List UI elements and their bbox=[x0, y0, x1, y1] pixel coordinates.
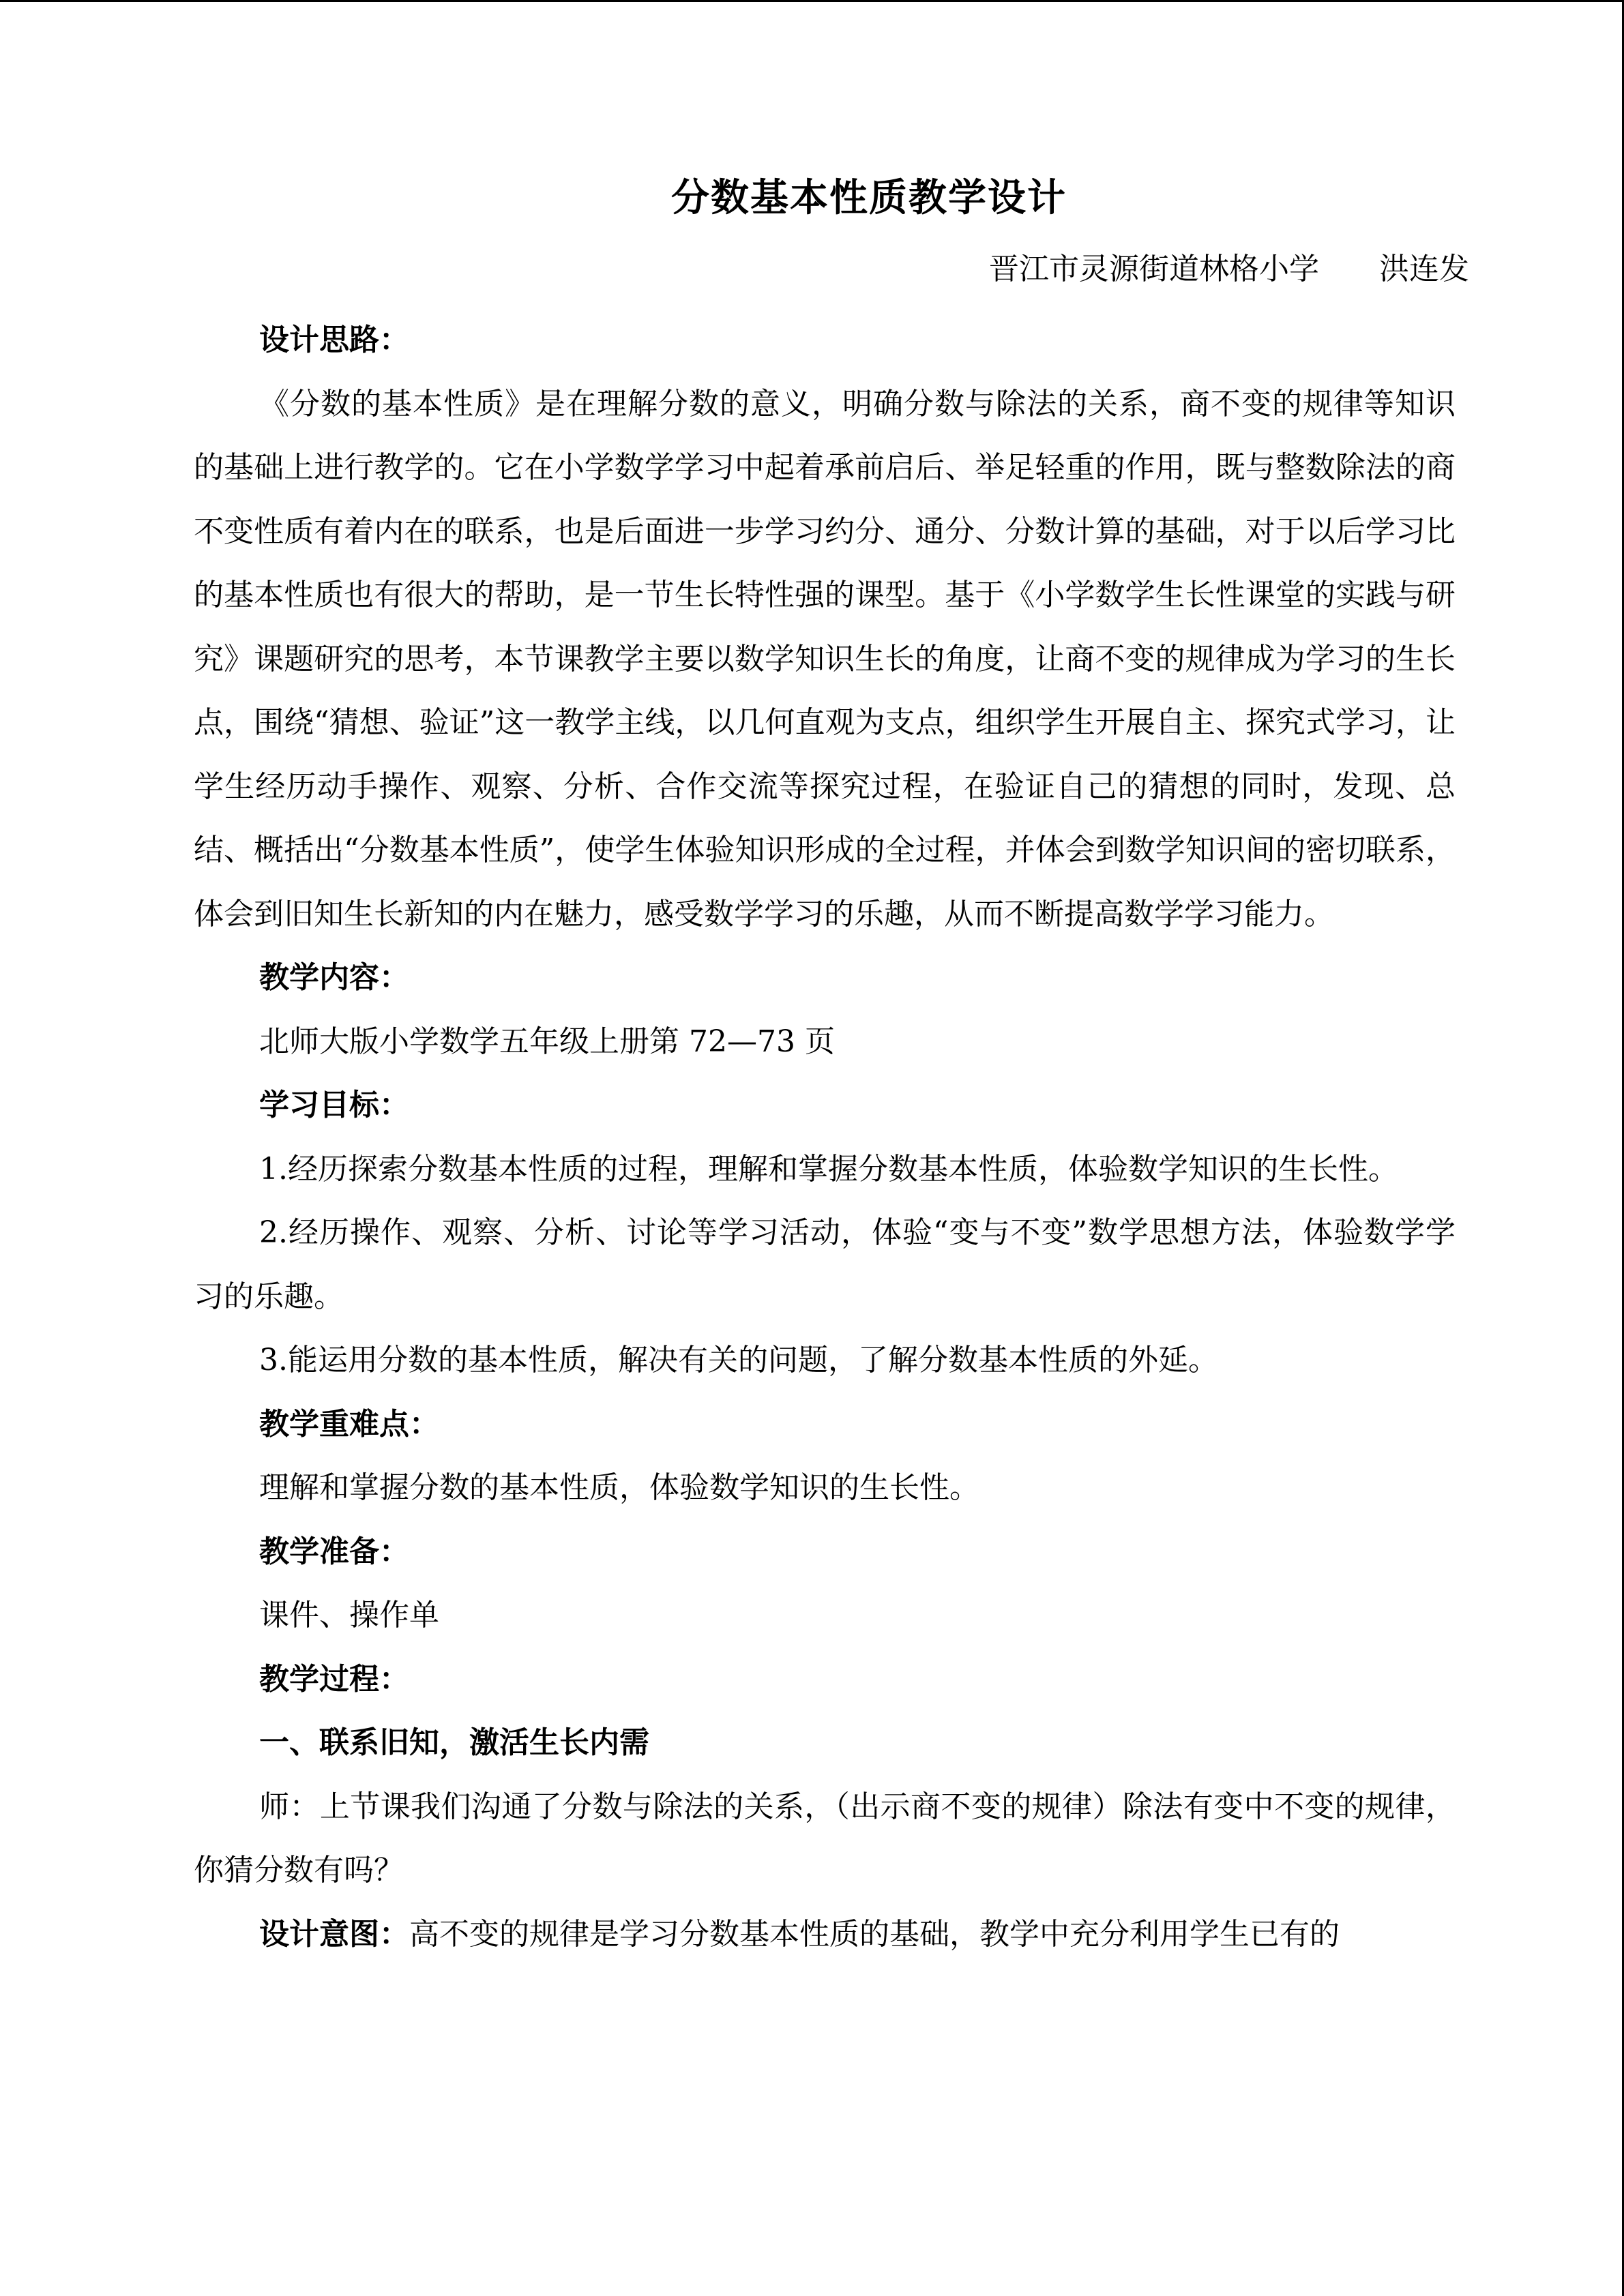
design-intent-text: 高不变的规律是学习分数基本性质的基础，教学中充分利用学生已有的 bbox=[409, 1916, 1340, 1952]
goal-item-3: 3.能运用分数的基本性质，解决有关的问题，了解分数基本性质的外延。 bbox=[259, 1343, 1218, 1377]
key-points-heading: 教学重难点： bbox=[259, 1406, 439, 1442]
process-heading: 教学过程： bbox=[259, 1661, 409, 1697]
goal-item-1: 1.经历探索分数基本性质的过程，理解和掌握分数基本性质，体验数学知识的生长性。 bbox=[259, 1151, 1398, 1187]
key-points-text: 理解和掌握分数的基本性质，体验数学知识的生长性。 bbox=[259, 1470, 979, 1505]
page-top-border bbox=[0, 0, 1624, 2]
goal-item-2: 2.经历操作、观察、分析、讨论等学习活动，体验“变与不变”数学思想方法，体验数学学习的乐趣。 bbox=[194, 1215, 1456, 1314]
preparation-heading: 教学准备： bbox=[259, 1534, 409, 1569]
design-idea-paragraph: 《分数的基本性质》是在理解分数的意义，明确分数与除法的关系，商不变的规律等知识的基础上进行教学的。它在小学数学学习中起着承前启后、举足轻重的作用，既与整数除法的商不变性质有着内在的联系，也是后面进一步学习约分、通分、分数计算的基础，对于以后学习比的基本性质也有很大的帮助，是一节生长特性强的课型。基于《小学数学生长性课堂的实践与研究》课题研究的思考，本节课教学主要以数学知识生长的角度，让商不变的规律成为学习的生长点，围绕“猜想、验证”这一教学主线，以几何直观为支点，组织学生开展自主、探究式学习，让学生经历动手操作、观察、分析、合作交流等探究过程，在验证自己的猜想的同时，发现、总结、概括出“分数基本性质”，使学生体验知识形成的全过程，并体会到数学知识间的密切联系，体会到旧知生长新知的内在魅力，感受数学学习的乐趣，从而不断提高数学学习能力。 bbox=[194, 386, 1456, 931]
design-intent-paragraph bbox=[194, 1903, 1456, 1967]
design-intent-label: 设计意图： bbox=[259, 1916, 409, 1952]
document-body bbox=[194, 308, 1456, 1966]
step-1-heading: 一、联系旧知，激活生长内需 bbox=[259, 1725, 649, 1760]
content-heading: 教学内容： bbox=[259, 960, 409, 995]
author-line: 晋江市灵源街道林格小学 洪连发 bbox=[989, 252, 1469, 286]
preparation-text: 课件、操作单 bbox=[259, 1598, 439, 1632]
teacher-line: 师：上节课我们沟通了分数与除法的关系，（出示商不变的规律）除法有变中不变的规律，你猜分数有吗？ bbox=[194, 1789, 1456, 1888]
document-title: 分数基本性质教学设计 bbox=[671, 175, 1067, 220]
goals-heading: 学习目标： bbox=[259, 1088, 409, 1122]
design-idea-heading: 设计思路： bbox=[259, 323, 409, 357]
content-text: 北师大版小学数学五年级上册第 72—73 页 bbox=[259, 1024, 835, 1059]
